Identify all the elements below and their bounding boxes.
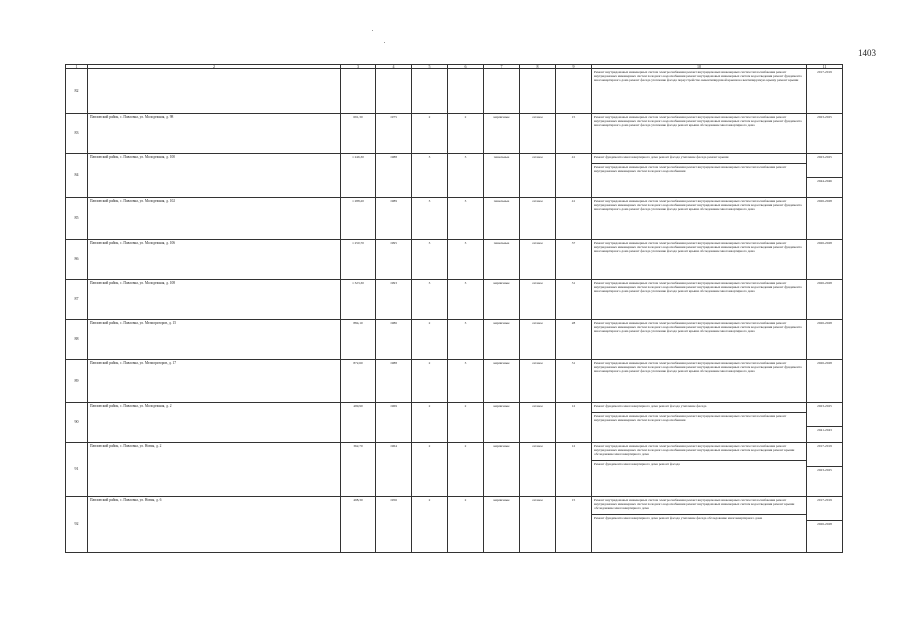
heating-cell: сетевое bbox=[520, 403, 556, 443]
apartments-cell: 31 bbox=[556, 280, 592, 320]
entrances-cell bbox=[448, 69, 484, 114]
works-cell bbox=[592, 403, 807, 443]
wall-material-cell: кирпичные bbox=[484, 443, 520, 497]
works-cell bbox=[592, 154, 807, 198]
heating-cell: сетевое bbox=[520, 360, 556, 403]
area-cell: 884,10 bbox=[341, 320, 376, 360]
year-built-cell: 1964 bbox=[376, 443, 412, 497]
address-cell: Павловский район, с. Павловка, ул. Молодежная, д. 98 bbox=[88, 114, 341, 154]
row-number: 89 bbox=[66, 360, 88, 403]
area-cell: 1 323,30 bbox=[341, 280, 376, 320]
works-entry: Ремонт внутридомовых инженерных систем электроснабжения ремонт внутридомовых инженерных систем теплоснабжения ремонт внутридомовых инженерных систем холодного водоснабжения bbox=[592, 412, 806, 422]
row-number: 90 bbox=[66, 403, 88, 443]
year-built-cell: 1988 bbox=[376, 154, 412, 198]
address-cell: Павловский район, с. Павловка, ул. Мелиораторов, д. 15 bbox=[88, 320, 341, 360]
works-entry: Ремонт внутридомовых инженерных систем электроснабжения ремонт внутридомовых инженерных систем теплоснабжения ремонт внутридомовых инженерных систем холодного водоснабжения ремонт внутридомовых инженерных систем водоотведения ремонт фундамента многоквартирного дома ремонт фасада утепление фасада ремонт крыши обследование многоквартирного дома bbox=[594, 199, 802, 212]
table-row bbox=[66, 240, 843, 280]
period-entry: 2023-2025 bbox=[807, 466, 842, 472]
year-built-cell: 1989 bbox=[376, 198, 412, 240]
floors-cell: 2 bbox=[412, 360, 448, 403]
works-entry: Ремонт внутридомовых инженерных систем электроснабжения ремонт внутридомовых инженерных систем теплоснабжения ремонт внутридомовых инженерных систем холодного водоснабжения ремонт внутридомовых инженерных систем водоотведения ремонт крыши обследование многоквартирного дома bbox=[594, 498, 795, 511]
floors-cell: 2 bbox=[412, 320, 448, 360]
period-entry: 2017-2019 bbox=[817, 498, 832, 502]
address-cell: Павловский район, с. Павловка, ул. Молодежная, д. 102 bbox=[88, 198, 341, 240]
year-built-cell: 1988 bbox=[376, 360, 412, 403]
works-entry: Ремонт фундамента многоквартирного дома ремонт фасада bbox=[592, 460, 806, 466]
apartments-cell: 37 bbox=[556, 240, 592, 280]
wall-material-cell: кирпичные bbox=[484, 114, 520, 154]
heating-cell: сетевое bbox=[520, 114, 556, 154]
scan-speck bbox=[384, 42, 385, 43]
period-cell bbox=[807, 240, 843, 280]
year-built-cell: 1975 bbox=[376, 114, 412, 154]
wall-material-cell bbox=[484, 69, 520, 114]
apartments-cell: 15 bbox=[556, 114, 592, 154]
floors-cell: 2 bbox=[412, 403, 448, 443]
year-built-cell: 1993 bbox=[376, 280, 412, 320]
period-cell bbox=[807, 69, 843, 114]
works-cell bbox=[592, 443, 807, 497]
area-cell: 1 288,20 bbox=[341, 198, 376, 240]
floors-cell bbox=[412, 69, 448, 114]
area-cell: 872,60 bbox=[341, 360, 376, 403]
entrances-cell: 2 bbox=[448, 403, 484, 443]
apartments-cell: 41 bbox=[556, 154, 592, 198]
year-built-cell: 1956 bbox=[376, 497, 412, 553]
area-cell: 691,30 bbox=[341, 114, 376, 154]
period-cell bbox=[807, 443, 843, 497]
year-built-cell: 1986 bbox=[376, 320, 412, 360]
column-number-cell: 8 bbox=[520, 65, 556, 69]
year-built-cell bbox=[376, 69, 412, 114]
address-cell bbox=[88, 69, 341, 114]
works-entry: Ремонт внутридомовых инженерных систем электроснабжения ремонт внутридомовых инженерных систем теплоснабжения ремонт внутридомовых инженерных систем холодного водоснабжения ремонт внутридомовых инженерных систем водоотведения ремонт фундамента многоквартирного дома ремонт фасада утепление фасада ремонт крыши обследование многоквартирного дома bbox=[594, 281, 802, 294]
works-entry: Ремонт внутридомовых инженерных систем электроснабжения ремонт внутридомовых инженерных систем теплоснабжения ремонт внутридомовых инженерных систем холодного водоснабжения ремонт внутридомовых инженерных систем водоотведения ремонт крыши обследование многоквартирного дома bbox=[594, 444, 795, 457]
row-number: 91 bbox=[66, 443, 88, 497]
table-row bbox=[66, 114, 843, 154]
entrances-cell: 2 bbox=[448, 443, 484, 497]
floors-cell: 3 bbox=[412, 280, 448, 320]
period-cell bbox=[807, 154, 843, 198]
period-cell bbox=[807, 360, 843, 403]
works-entry: Ремонт внутридомовых инженерных систем электроснабжения ремонт внутридомовых инженерных систем теплоснабжения ремонт внутридомовых инженерных систем холодного водоснабжения ремонт внутридомовых инженерных систем водоотведения ремонт фундамента многоквартирного дома ремонт фасада утепление фасада ремонт крыши обследование многоквартирного дома bbox=[594, 115, 802, 128]
entrances-cell: 3 bbox=[448, 154, 484, 198]
heating-cell: сетевое bbox=[520, 280, 556, 320]
period-entry: 2026-2028 bbox=[817, 321, 832, 325]
wall-material-cell: кирпичные bbox=[484, 360, 520, 403]
works-cell bbox=[592, 114, 807, 154]
column-number-cell: 10 bbox=[592, 65, 807, 69]
apartments-cell: 41 bbox=[556, 198, 592, 240]
works-entry: Ремонт фундамента многоквартирного дома ремонт фасада утепление фасада ремонт крыши bbox=[594, 155, 729, 159]
area-cell: 499,90 bbox=[341, 403, 376, 443]
works-cell bbox=[592, 360, 807, 403]
apartments-cell: 15 bbox=[556, 497, 592, 553]
wall-material-cell: кирпичные bbox=[484, 403, 520, 443]
entrances-cell: 3 bbox=[448, 240, 484, 280]
wall-material-cell: кирпичные bbox=[484, 280, 520, 320]
floors-cell: 2 bbox=[412, 114, 448, 154]
period-entry: 2026-2028 bbox=[817, 241, 832, 245]
address-cell: Павловский район, с. Павловка, ул. Мелиораторов, д. 17 bbox=[88, 360, 341, 403]
period-cell bbox=[807, 114, 843, 154]
period-cell bbox=[807, 403, 843, 443]
column-number-cell: 9 bbox=[556, 65, 592, 69]
works-entry: Ремонт внутридомовых инженерных систем электроснабжения ремонт внутридомовых инженерных систем теплоснабжения ремонт внутридомовых инженерных систем холодного водоснабжения ремонт внутридомовых инженерных систем водоотведения ремонт фундамента многоквартирного дома ремонт фасада утепление фасада ремонт крыши обследование многоквартирного дома bbox=[594, 321, 802, 334]
heating-cell: сетевое bbox=[520, 198, 556, 240]
address-cell: Павловский район, с. Павловка, ул. Молодежная, д. 100 bbox=[88, 154, 341, 198]
row-number: 84 bbox=[66, 154, 88, 198]
column-number-cell: 2 bbox=[88, 65, 341, 69]
address-cell: Павловский район, с. Павловка, ул. Новая, д. 6 bbox=[88, 497, 341, 553]
entrances-cell: 2 bbox=[448, 497, 484, 553]
wall-material-cell: панельные bbox=[484, 154, 520, 198]
row-number: 88 bbox=[66, 320, 88, 360]
heating-cell: сетевое bbox=[520, 443, 556, 497]
year-built-cell: 1995 bbox=[376, 240, 412, 280]
entrances-cell: 3 bbox=[448, 360, 484, 403]
works-entry: Ремонт фундамента многоквартирного дома ремонт фасада утепление фасада bbox=[594, 404, 707, 408]
wall-material-cell: кирпичные bbox=[484, 497, 520, 553]
table-row bbox=[66, 497, 843, 553]
wall-material-cell: панельные bbox=[484, 198, 520, 240]
period-cell bbox=[807, 198, 843, 240]
column-number-cell: 5 bbox=[412, 65, 448, 69]
apartments-cell: 12 bbox=[556, 403, 592, 443]
wall-material-cell: панельные bbox=[484, 240, 520, 280]
area-cell bbox=[341, 69, 376, 114]
column-number-cell: 6 bbox=[448, 65, 484, 69]
heating-cell: сетевое bbox=[520, 320, 556, 360]
floors-cell: 2 bbox=[412, 443, 448, 497]
heating-cell: сетевое bbox=[520, 154, 556, 198]
period-entry: 2026-2028 bbox=[817, 281, 832, 285]
wall-material-cell: кирпичные bbox=[484, 320, 520, 360]
area-cell: 1 246,30 bbox=[341, 154, 376, 198]
period-entry: 2026-2028 bbox=[807, 520, 842, 526]
entrances-cell: 3 bbox=[448, 198, 484, 240]
floors-cell: 3 bbox=[412, 154, 448, 198]
heating-cell bbox=[520, 69, 556, 114]
entrances-cell: 2 bbox=[448, 114, 484, 154]
area-cell: 1 250,70 bbox=[341, 240, 376, 280]
table-row bbox=[66, 280, 843, 320]
apartments-cell bbox=[556, 69, 592, 114]
table-row bbox=[66, 403, 843, 443]
period-entry: 2017-2019 bbox=[817, 70, 832, 74]
year-built-cell: 1969 bbox=[376, 403, 412, 443]
period-entry: 2017-2019 bbox=[817, 444, 832, 448]
table-row bbox=[66, 443, 843, 497]
period-entry: 2026-2028 bbox=[817, 361, 832, 365]
row-number: 85 bbox=[66, 198, 88, 240]
period-cell bbox=[807, 497, 843, 553]
apartments-cell: 31 bbox=[556, 360, 592, 403]
row-number: 86 bbox=[66, 240, 88, 280]
column-number-cell: 11 bbox=[807, 65, 843, 69]
period-cell bbox=[807, 280, 843, 320]
works-cell bbox=[592, 280, 807, 320]
works-entry: Ремонт внутридомовых инженерных систем электроснабжения ремонт внутридомовых инженерных систем теплоснабжения ремонт внутридомовых инженерных систем холодного водоснабжения ремонт внутридомовых инженерных систем водоотведения ремонт фундамента многоквартирного дома ремонт фасада утепление фасада ремонт крыши обследование многоквартирного дома bbox=[594, 361, 802, 374]
column-number-cell: 4 bbox=[376, 65, 412, 69]
table-row bbox=[66, 198, 843, 240]
column-number-cell: 1 bbox=[66, 65, 88, 69]
address-cell: Павловский район, с. Павловка, ул. Молодежная, д. 106 bbox=[88, 240, 341, 280]
period-entry: 2041-2043 bbox=[807, 426, 842, 432]
works-cell bbox=[592, 497, 807, 553]
apartments-cell: 12 bbox=[556, 443, 592, 497]
floors-cell: 3 bbox=[412, 198, 448, 240]
address-cell: Павловский район, с. Павловка, ул. Молодежная, д. 108 bbox=[88, 280, 341, 320]
period-entry: 2044-2046 bbox=[807, 177, 842, 183]
scan-speck bbox=[372, 30, 373, 31]
table-row bbox=[66, 154, 843, 198]
register-table bbox=[65, 64, 843, 553]
period-cell bbox=[807, 320, 843, 360]
heating-cell: сетевое bbox=[520, 497, 556, 553]
works-cell bbox=[592, 320, 807, 360]
period-entry: 2023-2025 bbox=[817, 404, 832, 408]
entrances-cell: 3 bbox=[448, 320, 484, 360]
period-entry: 2026-2028 bbox=[817, 199, 832, 203]
table-row bbox=[66, 360, 843, 403]
period-entry: 2023-2025 bbox=[817, 115, 832, 119]
works-cell bbox=[592, 240, 807, 280]
area-cell: 362,70 bbox=[341, 443, 376, 497]
area-cell: 498,30 bbox=[341, 497, 376, 553]
works-entry: Ремонт внутридомовых инженерных систем электроснабжения ремонт внутридомовых инженерных систем теплоснабжения ремонт внутридомовых инженерных систем холодного водоснабжения ремонт внутридомовых инженерных систем водоотведения ремонт фундамента многоквартирного дома ремонт фасада утепление фасада ремонт крыши обследование многоквартирного дома bbox=[594, 241, 802, 254]
works-cell bbox=[592, 198, 807, 240]
table-row bbox=[66, 320, 843, 360]
period-entry: 2023-2025 bbox=[817, 155, 832, 159]
address-cell: Павловский район, с. Павловка, ул. Новая, д. 2 bbox=[88, 443, 341, 497]
floors-cell: 3 bbox=[412, 240, 448, 280]
address-cell: Павловский район, с. Павловка, ул. Молодежная, д. 2 bbox=[88, 403, 341, 443]
works-entry: Ремонт внутридомовых инженерных систем электроснабжения ремонт внутридомовых инженерных систем теплоснабжения ремонт внутридомовых инженерных систем холодного водоснабжения bbox=[592, 163, 806, 173]
row-number: 83 bbox=[66, 114, 88, 154]
row-number: 82 bbox=[66, 69, 88, 114]
entrances-cell: 3 bbox=[448, 280, 484, 320]
works-entry: Ремонт фундамента многоквартирного дома ремонт фасада утепление фасада обследование многоквартирного дома bbox=[592, 514, 806, 520]
apartments-cell: 28 bbox=[556, 320, 592, 360]
column-number-cell: 7 bbox=[484, 65, 520, 69]
row-number: 87 bbox=[66, 280, 88, 320]
works-entry: Ремонт внутридомовых инженерных систем электроснабжения ремонт внутридомовых инженерных систем теплоснабжения ремонт внутридомовых инженерных систем холодного водоснабжения ремонт внутридомовых инженерных систем водоотведения ремонт фундамента многоквартирного дома ремонт фасада утепление фасада переустройство невентилируемой крыши на вентилируемую крышу ремонт крыши bbox=[594, 70, 802, 83]
heating-cell: сетевое bbox=[520, 240, 556, 280]
page-number: 1403 bbox=[858, 48, 876, 58]
row-number: 92 bbox=[66, 497, 88, 553]
column-number-cell: 3 bbox=[341, 65, 376, 69]
table-row bbox=[66, 69, 843, 114]
works-cell bbox=[592, 69, 807, 114]
floors-cell: 2 bbox=[412, 497, 448, 553]
